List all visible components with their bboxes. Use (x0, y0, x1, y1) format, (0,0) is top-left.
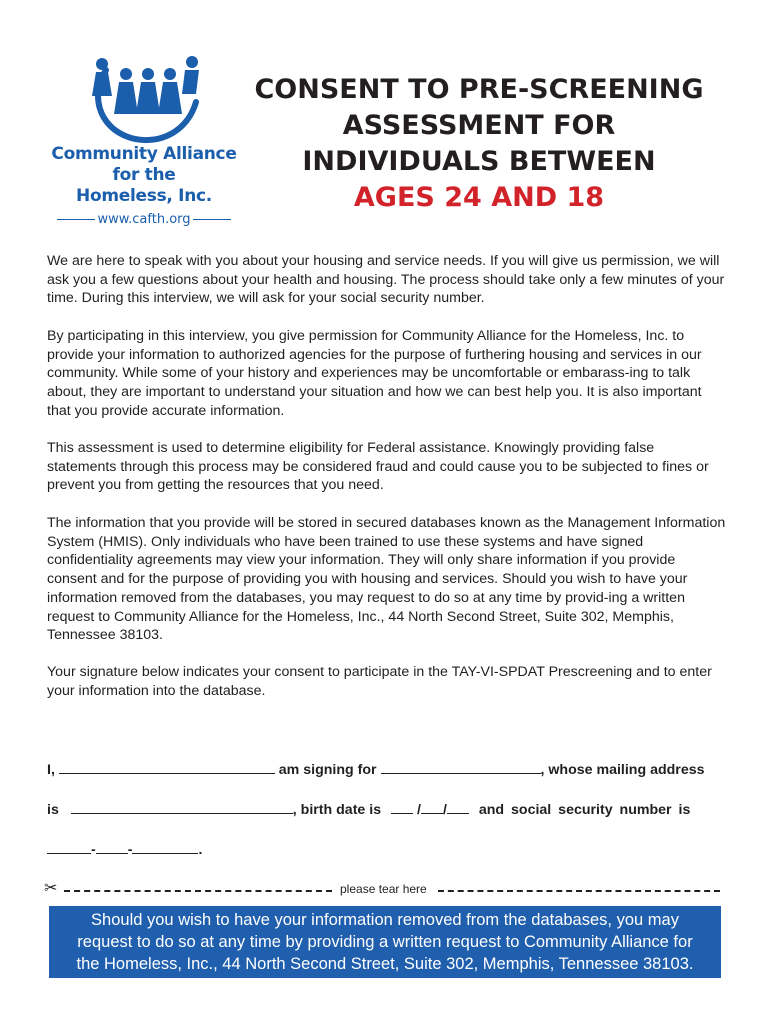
form-label: I, (47, 762, 55, 778)
title-line: CONSENT TO PRE-SCREENING (254, 74, 704, 105)
mailing-address-field[interactable] (71, 799, 293, 814)
paragraph-hmis: The information that you provide will be stored in secured databases known as the Management Information System (HMIS). Only individuals who have been trained to use these systems and have signed confidentiality agreements may view your information. They will only share information if you provide consent and for the purpose of providing you with housing and services. Should you wish to have your information removed from the databases, you may request to do so at any time by provid-ing a written request to Community Alliance for the Homeless, Inc., 44 North Second Street, Suite 302, Memphis, Tennessee 38103. (47, 515, 726, 644)
birth-month-field[interactable] (391, 799, 413, 814)
ssn-part2-field[interactable] (96, 839, 128, 854)
scissors-icon: ✂ (44, 880, 58, 897)
form-label: . (198, 842, 203, 858)
org-name-line: for the (112, 165, 176, 185)
tear-line (44, 880, 724, 900)
url-text: www.cafth.org (97, 212, 191, 227)
form-label: is (47, 802, 59, 818)
form-label: am signing for (278, 762, 377, 778)
form-label: , birth date is (292, 802, 382, 818)
organization-url (44, 212, 244, 227)
page-title (244, 72, 714, 216)
title-ages-line: AGES 24 AND 18 (353, 182, 605, 213)
notice-line: Should you wish to have your information removed from the databases, you may (91, 911, 679, 929)
birth-day-field[interactable] (421, 799, 443, 814)
ssn-part3-field[interactable] (132, 839, 198, 854)
people-circle-icon (86, 52, 202, 144)
notice-line: request to do so at any time by providing a written request to Community Alliance for (77, 933, 693, 951)
birth-year-field[interactable] (447, 799, 469, 814)
name-field[interactable] (59, 759, 275, 774)
divider (57, 219, 95, 220)
title-line: ASSESSMENT FOR (342, 110, 616, 141)
title-line: INDIVIDUALS BETWEEN (302, 146, 656, 177)
form-label: , whose mailing address (540, 762, 705, 778)
paragraph-permission: By participating in this interview, you give permission for Community Alliance for the Homeless, Inc. to provide your information to authorized agencies for the purpose of furthering housing and services in our community. While some of your history and experiences may be uncomfortable or embarass-ing to talk about, they are important to understand your situation and how we can best help you. It is also important that you provide accurate information. (47, 328, 702, 419)
tear-label: please tear here (340, 882, 427, 896)
paragraph-eligibility: This assessment is used to determine eligibility for Federal assistance. Knowingly providing false statements through this process may be considered fraud and could cause you to be subjected to fines or prevent you from getting the resources that you need. (47, 440, 709, 494)
organization-name (44, 144, 244, 207)
form-line-address: is , birth date is / / and social security number is (47, 799, 719, 818)
divider (193, 219, 231, 220)
removal-notice-box (49, 906, 721, 978)
org-name-line: Community Alliance (51, 144, 237, 164)
paragraph-signature-consent: Your signature below indicates your consent to participate in the TAY-VI-SPDAT Prescreening and to enter your information into the database. (47, 664, 712, 699)
form-label: and social security number is (478, 802, 691, 818)
paragraph-intro: We are here to speak with you about your housing and service needs. If you will give us permission, we will ask you a few questions about your health and housing. The process should take only a few minutes of your time. During this interview, we will ask for your social security number. (47, 253, 725, 307)
ssn-part1-field[interactable] (47, 839, 91, 854)
dashed-divider (438, 890, 720, 892)
dashed-divider (64, 890, 332, 892)
form-line-ssn: - - . (47, 839, 719, 858)
org-name-line: Homeless, Inc. (76, 186, 212, 206)
form-line-name (47, 759, 719, 778)
signing-for-field[interactable] (381, 759, 541, 774)
organization-logo (44, 52, 244, 232)
notice-line: the Homeless, Inc., 44 North Second Street, Suite 302, Memphis, Tennessee 38103. (76, 955, 694, 973)
